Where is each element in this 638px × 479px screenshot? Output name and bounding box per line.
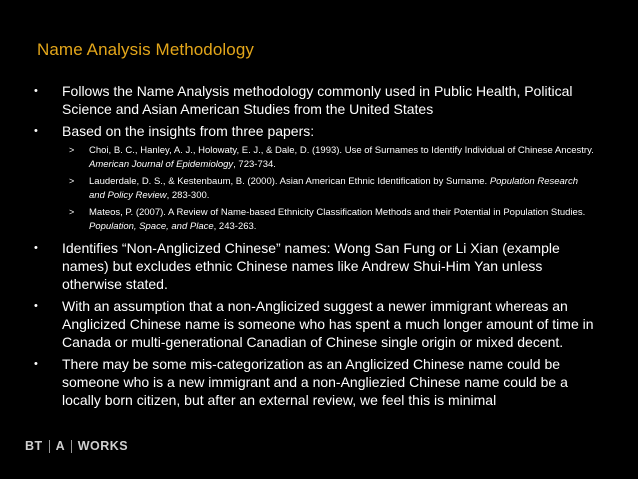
bullet-icon: • (34, 242, 38, 254)
arrow-icon: > (69, 145, 75, 155)
footer-logo (25, 439, 128, 453)
paper-pages: , 723-734. (233, 158, 276, 170)
bullet-item (34, 239, 594, 293)
bullet-text: Based on the insights from three papers: (62, 123, 315, 139)
paper-item (62, 206, 594, 233)
bullet-icon: • (34, 85, 38, 97)
paper-item (62, 144, 594, 171)
paper-citation: Choi, B. C., Hanley, A. J., Holowaty, E. J., & Dale, D. (1993). Use of Surnames to Identify Individual of Chinese Ancestry. (89, 145, 594, 156)
page-title: Name Analysis Methodology (37, 40, 255, 59)
paper-citation: Lauderdale, D. S., & Kestenbaum, B. (2000). Asian American Ethnic Identification by Surname. (89, 176, 490, 187)
bullet-text: With an assumption that a non-Anglicized suggest a newer immigrant whereas an Anglicized Chinese name is someone who has spent a much longer amount of time in Canada or multi-generational Canadian of Chinese single origin or mixed decent. (62, 298, 594, 350)
bullet-item (34, 82, 594, 118)
paper-pages: , 283-300. (166, 189, 210, 201)
paper-journal: American Journal of Epidemiology (89, 158, 234, 170)
bullet-item (34, 122, 594, 140)
bullet-icon: • (34, 358, 38, 370)
logo-divider (49, 440, 50, 453)
arrow-icon: > (69, 207, 75, 217)
paper-item (62, 175, 594, 202)
logo-bt: BT (25, 439, 43, 453)
arrow-icon: > (69, 176, 75, 186)
paper-list (62, 144, 594, 233)
bullet-icon: • (34, 125, 38, 137)
logo-divider (71, 440, 72, 453)
logo-a: A (55, 439, 65, 453)
bullet-text: Identifies “Non-Anglicized Chinese” names: Wong San Fung or Li Xian (example names) but excludes ethnic Chinese names like Andrew Shui-Him Yan unless otherwise stated. (62, 240, 560, 292)
logo-works: WORKS (77, 439, 129, 453)
bullet-icon: • (34, 300, 38, 312)
bullet-item (34, 355, 594, 409)
paper-citation: Mateos, P. (2007). A Review of Name-based Ethnicity Classification Methods and their Potential in Population Studies. (89, 207, 586, 218)
bullet-item (34, 297, 594, 351)
paper-journal: Population, Space, and Place (89, 220, 214, 232)
bullet-text: There may be some mis-categorization as an Anglicized Chinese name could be someone who is a new immigrant and a non-Angliezied Chinese name could be a locally born citizen, but after an external review, we feel this is minimal (62, 356, 568, 408)
paper-pages: , 243-263. (213, 220, 257, 232)
slide-content (34, 82, 594, 413)
paper-journal: Population Research and Policy Review (89, 176, 579, 201)
bullet-text: Follows the Name Analysis methodology commonly used in Public Health, Political Science and Asian American Studies from the United States (62, 83, 573, 117)
